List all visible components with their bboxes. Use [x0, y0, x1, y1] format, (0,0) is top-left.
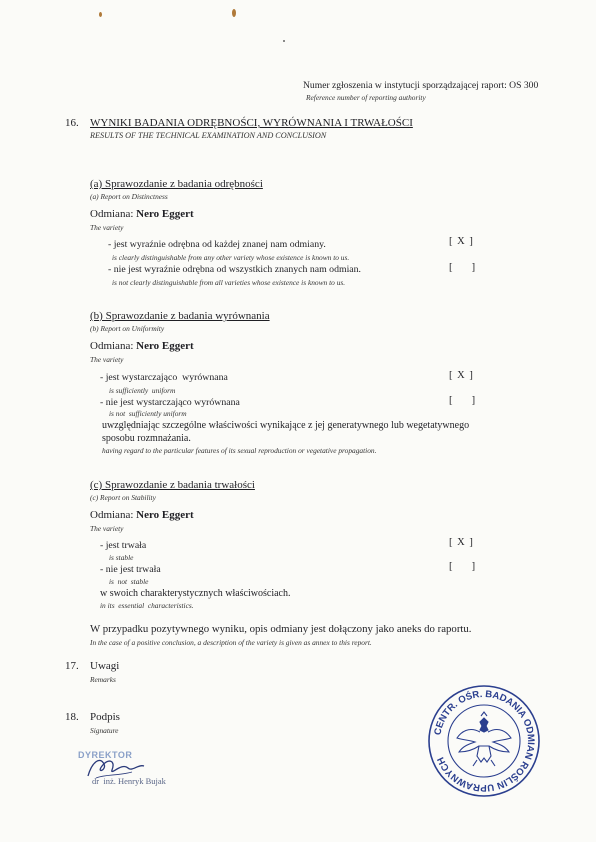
stability-checkbox-2[interactable]: [ ] — [449, 561, 477, 572]
stability-option-1: - jest trwała — [100, 540, 147, 551]
stability-characteristics: w swoich charakterystycznych właściwościach. — [100, 588, 291, 599]
reference-number: Numer zgłoszenia w instytucji sporządzającej raport: OS 300 — [303, 80, 539, 91]
uniformity-checkbox-2[interactable]: [ ] — [449, 395, 477, 406]
scan-speck — [283, 40, 285, 42]
uniformity-option-1: - jest wystarczająco wyrównana — [100, 372, 228, 383]
distinctness-option-1-en: is clearly distinguishable from any other variety whose existence is known to us. — [112, 253, 350, 262]
scan-speck — [232, 9, 236, 17]
variety-name: Nero Eggert — [136, 208, 194, 220]
variety-label: Odmiana: — [90, 208, 134, 220]
remarks-label: Uwagi — [90, 660, 120, 672]
stability-option-2: - nie jest trwała — [100, 564, 161, 575]
uniformity-option-2: - nie jest wystarczająco wyrównana — [100, 397, 240, 408]
section-17-number: 17. — [65, 660, 79, 672]
conclusion-text: W przypadku pozytywnego wyniku, opis odmiany jest dołączony jako aneks do raportu. — [90, 623, 472, 635]
section-16-number: 16. — [65, 117, 79, 129]
variety-name: Nero Eggert — [136, 340, 194, 352]
conclusion-text-en: In the case of a positive conclusion, a description of the variety is given as annex to this report. — [90, 638, 372, 647]
uniformity-variety — [90, 340, 194, 352]
stability-characteristics-en: in its essential characteristics. — [100, 601, 194, 610]
signature-label-en: Signature — [90, 726, 119, 735]
eagle-emblem-icon — [457, 712, 511, 766]
distinctness-option-1: - jest wyraźnie odrębna od każdej znanej nam odmiany. — [108, 239, 326, 250]
uniformity-option-1-en: is sufficiently uniform — [109, 386, 176, 395]
uniformity-checkbox-1[interactable]: [ X ] — [449, 370, 474, 381]
stability-option-2-en: is not stable — [109, 577, 149, 586]
signature-label: Podpis — [90, 711, 120, 723]
uniformity-regard-line-2: sposobu rozmnażania. — [102, 433, 191, 444]
signatory-name: dr inż. Henryk Bujak — [92, 776, 166, 786]
stability-title-en: (c) Report on Stability — [90, 493, 156, 502]
uniformity-variety-en: The variety — [90, 355, 124, 364]
distinctness-checkbox-1[interactable]: [ X ] — [449, 236, 474, 247]
uniformity-title-en: (b) Report on Uniformity — [90, 324, 165, 333]
distinctness-title: (a) Sprawozdanie z badania odrębności — [90, 178, 263, 190]
distinctness-variety-en: The variety — [90, 223, 124, 232]
distinctness-variety — [90, 208, 194, 220]
uniformity-regard-en: having regard to the particular features of its sexual reproduction or vegetative propagation. — [102, 446, 377, 455]
distinctness-option-2-en: is not clearly distinguishable from all varieties whose existence is known to us. — [112, 278, 346, 287]
uniformity-option-2-en: is not sufficiently uniform — [109, 409, 187, 418]
variety-name: Nero Eggert — [136, 509, 194, 521]
stability-variety — [90, 509, 194, 521]
reference-number-en: Reference number of reporting authority — [306, 93, 426, 102]
uniformity-title: (b) Sprawozdanie z badania wyrównania — [90, 310, 270, 322]
stability-title: (c) Sprawozdanie z badania trwałości — [90, 479, 255, 491]
uniformity-regard-line-1: uwzględniając szczególne właściwości wynikające z jej generatywnego lub wegetatywnego — [102, 420, 470, 431]
section-16-title-en: RESULTS OF THE TECHNICAL EXAMINATION AND CONCLUSION — [90, 131, 327, 140]
stability-variety-en: The variety — [90, 524, 124, 533]
variety-label: Odmiana: — [90, 509, 134, 521]
distinctness-option-2: - nie jest wyraźnie odrębna od wszystkich znanych nam odmian. — [108, 264, 362, 275]
stamp-ring-text: CENTR. OŚR. BADANIA ODMIAN ROŚLIN UPRAWNYCH — [432, 688, 537, 794]
official-stamp — [425, 682, 543, 800]
section-18-number: 18. — [65, 711, 79, 723]
distinctness-title-en: (a) Report on Distinctness — [90, 192, 168, 201]
signature-title: DYREKTOR — [78, 750, 133, 760]
stability-checkbox-1[interactable]: [ X ] — [449, 537, 474, 548]
stability-option-1-en: is stable — [109, 553, 134, 562]
variety-label: Odmiana: — [90, 340, 134, 352]
distinctness-checkbox-2[interactable]: [ ] — [449, 262, 477, 273]
scan-speck — [99, 12, 102, 17]
section-16-title: WYNIKI BADANIA ODRĘBNOŚCI, WYRÓWNANIA I TRWAŁOŚCI — [90, 117, 413, 129]
remarks-label-en: Remarks — [90, 675, 116, 684]
